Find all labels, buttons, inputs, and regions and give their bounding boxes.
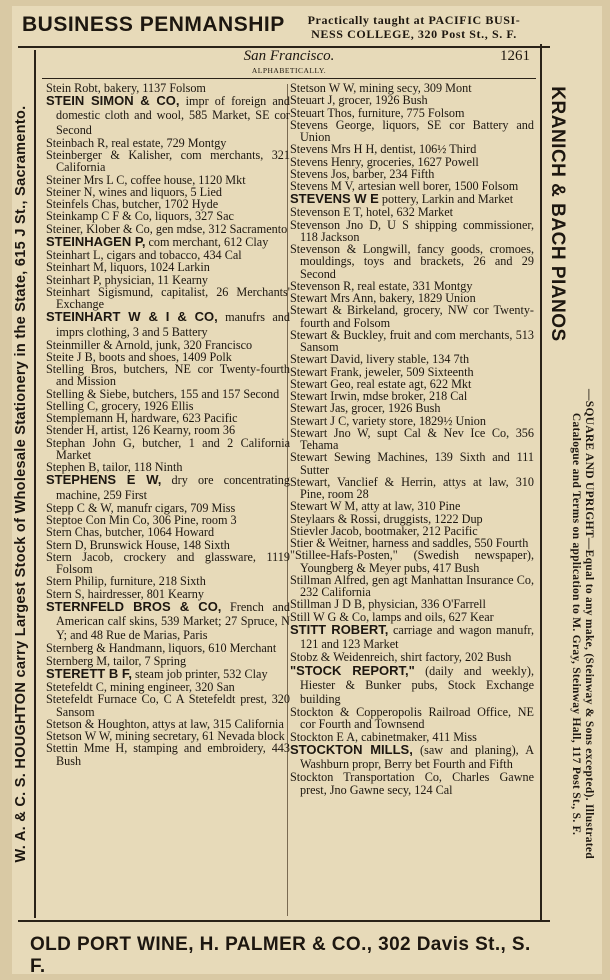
entry-name: Stockton & Copperopolis Railroad Office, NE cor Fourth and Townsend <box>290 705 534 732</box>
directory-entry <box>290 119 534 144</box>
entry-name: Stewart Sewing Machines, 139 Sixth and 111 Sutter <box>290 450 534 477</box>
entry-name: Steinkamp C F & Co, liquors, 327 Sac <box>46 209 234 224</box>
top-ad-headline: BUSINESS PENMANSHIP <box>22 13 285 36</box>
directory-entry <box>290 574 534 599</box>
entry-name: STEIN SIMON & CO, <box>46 93 180 109</box>
directory-entry <box>290 192 534 206</box>
entry-details: manufrs and imprs clothing, 3 and 5 Battery <box>56 310 290 339</box>
right-ad-detail <box>569 389 595 859</box>
entry-name: Stobz & Weidenreich, shirt factory, 202 Bush <box>290 650 512 665</box>
entry-name: Stephen B, tailor, 118 Ninth <box>46 460 183 475</box>
entry-name: Stevenson R, real estate, 331 Montgy <box>290 278 473 293</box>
left-column <box>46 82 290 767</box>
entry-name: Steinfels Chas, butcher, 1702 Hyde <box>46 197 219 212</box>
entry-name: Stewart Jas, grocer, 1926 Bush <box>290 401 441 416</box>
entry-name: Stender H, artist, 126 Kearny, room 36 <box>46 423 236 438</box>
entry-name: Stevens Mrs H H, dentist, 106½ Third <box>290 142 477 157</box>
entry-name: Stockton Transportation Co, Charles Gawne prest, Jno Gawne secy, 124 Cal <box>290 770 534 797</box>
entry-name: Stievler Jacob, bootmaker, 212 Pacific <box>290 523 478 538</box>
entry-name: Stern S, hairdresser, 801 Kearny <box>46 586 204 601</box>
entry-name: Stettin Mme H, stamping and embroidery, 443 Bush <box>46 741 290 768</box>
right-advertisement <box>540 44 606 920</box>
entry-name: Stern Chas, butcher, 1064 Howard <box>46 525 215 540</box>
entry-name: Stewart Geo, real estate agt, 622 Mkt <box>290 376 472 391</box>
top-ad-line-2: NESS COLLEGE, 320 Post St., S. F. <box>311 27 517 41</box>
entry-name: Steiner Mrs L C, coffee house, 1120 Mkt <box>46 172 246 187</box>
entry-name: Stockton E A, cabinetmaker, 411 Miss <box>290 729 477 744</box>
directory-entry <box>46 310 290 338</box>
entry-name: Stevens M V, artesian well borer, 1500 Folsom <box>290 179 519 193</box>
directory-entry <box>46 667 290 681</box>
entry-name: Stewart Mrs Ann, bakery, 1829 Union <box>290 291 476 306</box>
entry-name: Stetson W W, mining secy, 309 Mont <box>290 81 472 95</box>
right-column <box>290 82 534 796</box>
entry-name: Steylaars & Rossi, druggists, 1222 Dup <box>290 511 483 526</box>
entry-name: Stewart W M, atty at law, 310 Pine <box>290 499 461 514</box>
directory-entry <box>290 743 534 771</box>
right-ad-line-1: —SQUARE AND UPRIGHT—Equal to any make, (Steinway & Sons excepted). Illustrated <box>583 388 595 860</box>
entry-name: Steinbach R, real estate, 729 Montgy <box>46 135 227 150</box>
entry-name: STEINHAGEN P, <box>46 233 146 249</box>
entry-name: Stevenson & Longwill, fancy goods, cromoes, mouldings, toys and brackets, 26 and 29 Second <box>290 242 534 281</box>
directory-entry <box>290 664 534 707</box>
entry-name: STEPHENS E W, <box>46 472 162 488</box>
directory-entry <box>290 243 534 280</box>
header-rule <box>42 78 536 79</box>
entry-name: Stewart Jno W, supt Cal & Nev Ice Co, 356 Tehama <box>290 425 534 453</box>
entry-name: STEINHART W & I & CO, <box>46 309 218 325</box>
entry-name: Stewart & Buckley, fruit and com merchants, 513 Sansom <box>290 327 534 355</box>
entry-name: Stetefeldt Furnace Co, C A Stetefeldt prest, 320 Sansom <box>46 692 290 719</box>
entry-name: Sternberg & Handmann, liquors, 610 Merchant <box>46 641 277 656</box>
directory-entry <box>290 451 534 476</box>
entry-name: Stewart Frank, jeweler, 509 Sixteenth <box>290 364 474 379</box>
directory-entry <box>46 437 290 462</box>
directory-entry <box>46 235 290 249</box>
directory-entry <box>46 742 290 767</box>
top-ad-line-1: Practically taught at PACIFIC BUSI- <box>307 13 521 27</box>
bottom-ad-text: OLD PORT WINE, H. PALMER & CO., 302 Davis St., S. F. <box>30 934 531 977</box>
entry-details: impr of foreign and domestic cloth and wool, 585 Market, SE cor Second <box>56 94 290 137</box>
directory-entry <box>290 623 534 651</box>
page-title: San Francisco. <box>243 48 335 64</box>
entry-name: STEVENS W E <box>290 191 379 207</box>
right-ad-line-2: Catalogue and Terms on application to M. Gray, Steinway Hall, 117 Post St., S. F. <box>570 412 582 836</box>
entry-name: Steite J B, boots and shoes, 1409 Polk <box>46 349 232 364</box>
entry-name: Stillman Alfred, gen agt Manhattan Insurance Co, 232 California <box>290 572 534 600</box>
entry-name: Stetson & Houghton, attys at law, 315 California <box>46 716 284 731</box>
entry-name: Stern D, Brunswick House, 148 Sixth <box>46 537 230 552</box>
entry-name: STERETT B F, <box>46 665 132 681</box>
left-advertisement <box>8 50 36 918</box>
entry-name: Stelling C, grocery, 1926 Ellis <box>46 398 194 413</box>
directory-entry <box>46 149 290 174</box>
directory-entry <box>46 551 290 576</box>
entry-name: Steiner N, wines and liquors, 5 Lied <box>46 184 223 199</box>
entry-name: Stewart, Vanclief & Herrin, attys at law, 310 Pine, room 28 <box>290 474 534 502</box>
directory-entry <box>290 329 534 354</box>
top-ad-detail <box>280 13 548 41</box>
entry-name: Stevens Jos, barber, 234 Fifth <box>290 166 435 181</box>
entry-name: Steuart Thos, furniture, 775 Folsom <box>290 105 465 120</box>
entry-name: Stier & Weitner, harness and saddles, 550 Fourth <box>290 536 529 551</box>
page-header <box>42 48 536 82</box>
directory-entry <box>46 693 290 718</box>
entry-details: (saw and planing), A Washburn propr, Berry bet Fourth and Fifth <box>300 742 534 772</box>
entry-name: Stewart J C, variety store, 1829½ Union <box>290 413 486 428</box>
directory-entry <box>46 600 290 643</box>
entry-name: STITT ROBERT, <box>290 621 389 637</box>
directory-entry <box>46 473 290 501</box>
entry-name: Stern Philip, furniture, 218 Sixth <box>46 574 206 589</box>
entry-name: Stewart Irwin, mdse broker, 218 Cal <box>290 389 468 404</box>
entry-name: Steinmiller & Arnold, junk, 320 Francisco <box>46 337 253 352</box>
entry-name: Steinhart L, cigars and tobacco, 434 Cal <box>46 248 242 263</box>
entry-details: carriage and wagon manufr, 121 and 123 Market <box>300 622 535 652</box>
left-ad-text: W. A. & C. S. HOUGHTON carry Largest Stock of Wholesale Stationery in the State, 615 J St., Sacramento. <box>13 105 29 863</box>
page-subtitle: ALPHABETICALLY. <box>251 66 327 75</box>
directory-entry <box>290 706 534 731</box>
entry-name: Stillman J D B, physician, 336 O'Farrell <box>290 597 486 612</box>
directory-entry <box>290 476 534 501</box>
directory-entry <box>290 304 534 329</box>
directory-entry <box>46 286 290 311</box>
entry-name: Stetefeldt C, mining engineer, 320 San <box>46 680 235 695</box>
entry-name: "STOCK REPORT," <box>290 662 415 678</box>
page-number: 1261 <box>500 48 530 64</box>
entry-name: STOCKTON MILLS, <box>290 741 413 757</box>
entry-name: Stetson W W, mining secretary, 61 Nevada block <box>46 729 285 744</box>
entry-name: Stevens George, liquors, SE cor Battery and Union <box>290 117 534 144</box>
entry-name: Steptoe Con Min Co, 306 Pine, room 3 <box>46 513 237 528</box>
directory-entry <box>290 549 534 574</box>
entry-name: Steinhart Sigismund, capitalist, 26 Merchants' Exchange <box>46 284 290 312</box>
entry-name: Stemplemann H, hardware, 623 Pacific <box>46 411 238 426</box>
entry-details: steam job printer, 532 Clay <box>131 666 268 681</box>
directory-entry <box>46 94 290 137</box>
entry-name: Sternberg M, tailor, 7 Spring <box>46 653 187 668</box>
bottom-advertisement <box>18 920 550 977</box>
entry-details: dry ore concentrating machine, 259 First <box>56 473 290 502</box>
entry-name: Stevens Henry, groceries, 1627 Powell <box>290 154 479 169</box>
entry-name: Steinberger & Kalisher, com merchants, 321 California <box>46 148 290 175</box>
entry-name: Stepp C & W, manufr cigars, 709 Miss <box>46 500 236 515</box>
entry-name: Stern Jacob, crockery and glassware, 1119 Folsom <box>46 549 290 577</box>
entry-name: Stewart & Birkeland, grocery, NW cor Twenty-fourth and Folsom <box>290 303 534 330</box>
directory-entry <box>290 771 534 796</box>
directory-entry <box>290 219 534 244</box>
entry-name: Stelling Bros, butchers, NE cor Twenty-fourth and Mission <box>46 362 290 389</box>
entry-details: (daily and weekly), Hiester & Bunker pubs, Stock Exchange building <box>300 663 534 707</box>
entry-name: Still W G & Co, lamps and oils, 627 Kear <box>290 609 494 624</box>
entry-name: Steiner, Klober & Co, gen mdse, 312 Sacramento <box>46 221 288 236</box>
entry-name: Stelling & Siebe, butchers, 155 and 157 Second <box>46 386 280 401</box>
entry-details: pottery, Larkin and Market <box>378 192 514 207</box>
entry-name: Stevenson Jno D, U S shipping commissioner, 118 Jackson <box>290 217 534 244</box>
directory-entry <box>46 363 290 388</box>
entry-details: com merchant, 612 Clay <box>145 234 269 249</box>
entry-name: "Stillee-Hafs-Posten," (Swedish newspaper), Youngberg & Meyer pubs, 417 Bush <box>290 548 534 575</box>
entry-name: Steinhart P, physician, 11 Kearny <box>46 272 209 287</box>
entry-name: Stewart David, livery stable, 134 7th <box>290 352 470 367</box>
top-advertisement <box>18 10 550 48</box>
right-ad-headline: KRANICH & BACH PIANOS <box>547 86 568 342</box>
entry-name: STERNFELD BROS & CO, <box>46 598 222 614</box>
entry-details: French and American calf skins, 539 Market; 27 Spruce, N Y; and 48 Rue de Marias, Paris <box>56 599 290 643</box>
entry-name: Stephan John G, butcher, 1 and 2 California Market <box>46 435 290 462</box>
entry-name: Stein Robt, bakery, 1137 Folsom <box>46 81 206 95</box>
entry-name: Steinhart M, liquors, 1024 Larkin <box>46 260 210 275</box>
directory-entry <box>290 427 534 452</box>
entry-name: Stevenson E T, hotel, 632 Market <box>290 205 454 220</box>
entry-name: Steuart J, grocer, 1926 Bush <box>290 93 428 108</box>
